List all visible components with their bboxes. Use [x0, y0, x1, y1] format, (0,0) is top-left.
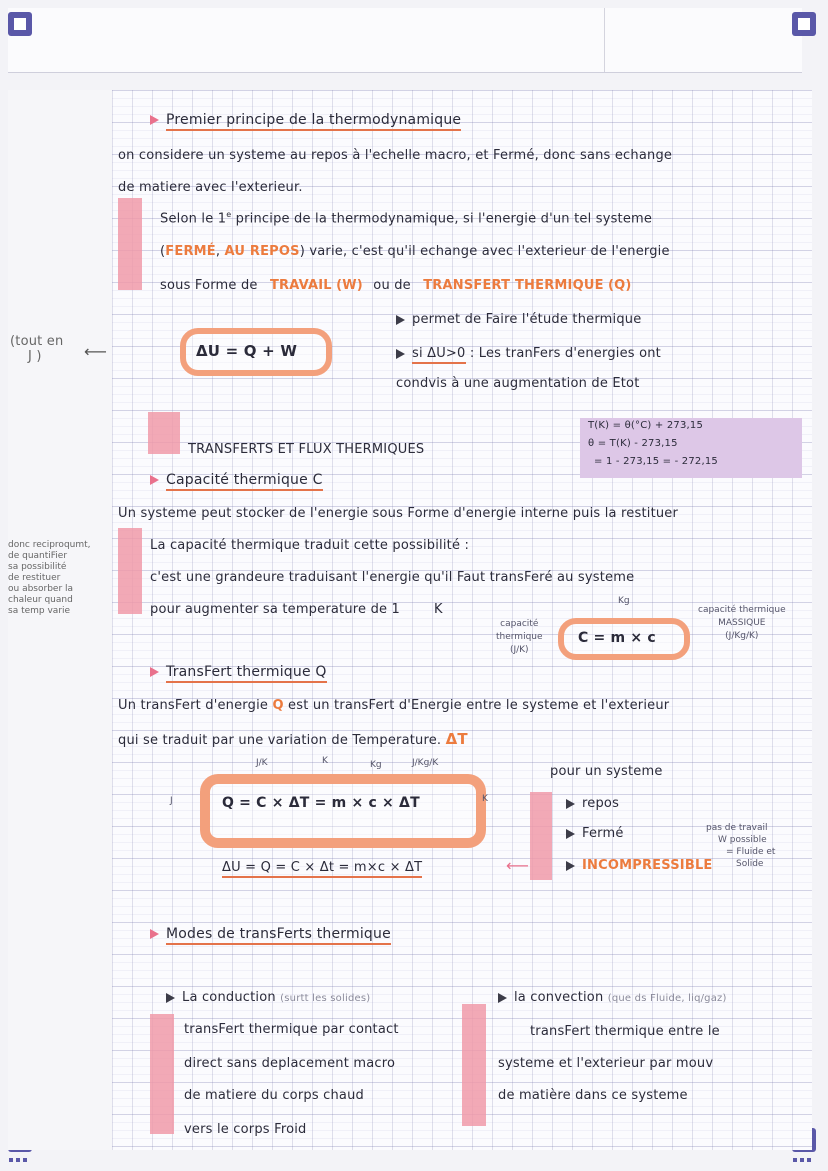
arrow-left-icon: ⟵ [84, 342, 107, 361]
left-margin [8, 90, 113, 1150]
label-capacite-massique: capacité thermique MASSIQUE (J/Kg/K) [698, 605, 786, 641]
pink-highlight-bar [462, 1004, 486, 1126]
formula-cloud-q [200, 774, 486, 848]
conduction-title: La conduction (surtt les solides) [166, 990, 370, 1005]
section-title: TRANSFERTS ET FLUX THERMIQUES [188, 442, 425, 457]
unit-j: J [170, 796, 173, 806]
conduction-line-4: vers le corps Froid [184, 1122, 307, 1137]
triangle-bullet-icon [566, 861, 575, 871]
conversion-line-1: T(K) = θ(°C) + 273,15 [588, 420, 704, 431]
label-capacite-thermique: capacité thermique (J/K) [496, 619, 543, 655]
intro-line-1: on considere un systeme au repos à l'echelle macro, et Fermé, donc sans echange [118, 148, 673, 163]
pink-highlight-bar [118, 198, 142, 290]
unit-jkgk: J/Kg/K [412, 758, 439, 768]
corner-mark-top-right [792, 12, 816, 36]
triangle-bullet-icon [150, 475, 159, 485]
triangle-bullet-icon [150, 115, 159, 125]
triangle-bullet-icon [396, 315, 405, 325]
conversion-line-2: θ = T(K) - 273,15 [588, 438, 678, 449]
formula-q-c-dt: Q = C × ΔT = m × c × ΔT [222, 795, 420, 811]
condition-repos: repos [566, 796, 619, 811]
formula-du-q-w: ΔU = Q + W [196, 342, 298, 360]
conversion-line-3: = 1 - 273,15 = - 272,15 [594, 456, 718, 467]
triangle-bullet-icon [566, 829, 575, 839]
bullet-condvis: condvis à une augmentation de Etot [396, 376, 640, 391]
conditions-title: pour un systeme [550, 764, 663, 779]
label-kg: Kg [618, 596, 630, 606]
triangle-bullet-icon [396, 349, 405, 359]
convection-line-1: transFert thermique entre le [530, 1024, 720, 1039]
heading-modes: Modes de transFerts thermique [150, 926, 391, 942]
formula-c-mc: C = m × c [578, 630, 656, 646]
conduction-line-3: de matiere du corps chaud [184, 1088, 364, 1103]
intro-line-2: de matiere avec l'exterieur. [118, 180, 303, 195]
transfert-line-1: Un transFert d'energie Q est un transFert d'Energie entre le systeme et l'exterieur [118, 698, 670, 713]
unit-k-top: K [322, 756, 328, 766]
corner-dots-right [793, 1158, 811, 1162]
triangle-bullet-icon [150, 929, 159, 939]
capacite-line-3: c'est une grandeure traduisant l'energie qu'il Faut transFeré au systeme [150, 570, 635, 585]
side-note-capacite: donc reciproqumt, de quantiFier sa possibilité de restituer ou absorber la chaleur quand sa temp varie [8, 540, 91, 616]
principle-line-2: (FERMÉ, AU REPOS) varie, c'est qu'il echange avec l'exterieur de l'energie [160, 244, 670, 259]
triangle-bullet-icon [166, 993, 175, 1003]
conditions-note: pas de travail W possible = Fluide et Solide [706, 823, 776, 869]
triangle-bullet-icon [150, 667, 159, 677]
capacite-line-2: La capacité thermique traduit cette possibilité : [150, 538, 470, 553]
unit-jk: J/K [256, 758, 268, 768]
capacite-line-4: pour augmenter sa temperature de 1 K [150, 602, 443, 617]
pink-highlight-bar [530, 792, 552, 880]
conduction-line-2: direct sans deplacement macro [184, 1056, 396, 1071]
convection-line-2: systeme et l'exterieur par mouv [498, 1056, 714, 1071]
pink-highlight-bar [118, 528, 142, 614]
arrow-left-pink-icon: ⟵ [506, 856, 529, 875]
formula-du-q: ΔU = Q = C × Δt = m×c × ΔT [222, 860, 422, 875]
heading-premier-principe: Premier principe de la thermodynamique [150, 112, 461, 128]
triangle-bullet-icon [498, 993, 507, 1003]
principle-line-3: sous Forme de TRAVAIL (W) ou de TRANSFERT THERMIQUE (Q) [160, 278, 632, 293]
capacite-line-1: Un systeme peut stocker de l'energie sous Forme d'energie interne puis la restituer [118, 506, 679, 521]
bullet-si-du: si ΔU>0 : Les tranFers d'energies ont [396, 346, 661, 361]
conduction-line-1: transFert thermique par contact [184, 1022, 399, 1037]
header-divider [604, 8, 605, 72]
page-header [8, 8, 802, 73]
pink-highlight-bar [150, 1014, 174, 1134]
heading-capacite: Capacité thermique C [150, 472, 323, 488]
unit-k: K [482, 794, 488, 804]
corner-dots-left [9, 1158, 27, 1162]
unit-kg: Kg [370, 760, 382, 770]
convection-title: la convection (que ds Fluide, liq/gaz) [498, 990, 727, 1005]
heading-transfert: TransFert thermique Q [150, 664, 327, 680]
side-note-tout-en-j: (tout en J ) [10, 334, 64, 364]
convection-line-3: de matière dans ce systeme [498, 1088, 688, 1103]
condition-ferme: Fermé [566, 826, 624, 841]
section-number-mark [148, 412, 180, 454]
transfert-line-2: qui se traduit par une variation de Temperature. ΔT [118, 730, 468, 748]
corner-mark-top-left [8, 12, 32, 36]
condition-incompressible: INCOMPRESSIBLE [566, 858, 713, 873]
triangle-bullet-icon [566, 799, 575, 809]
principle-line-1: Selon le 1e principe de la thermodynamique, si l'energie d'un tel systeme [160, 210, 653, 227]
bullet-permet: permet de Faire l'étude thermique [396, 312, 641, 327]
